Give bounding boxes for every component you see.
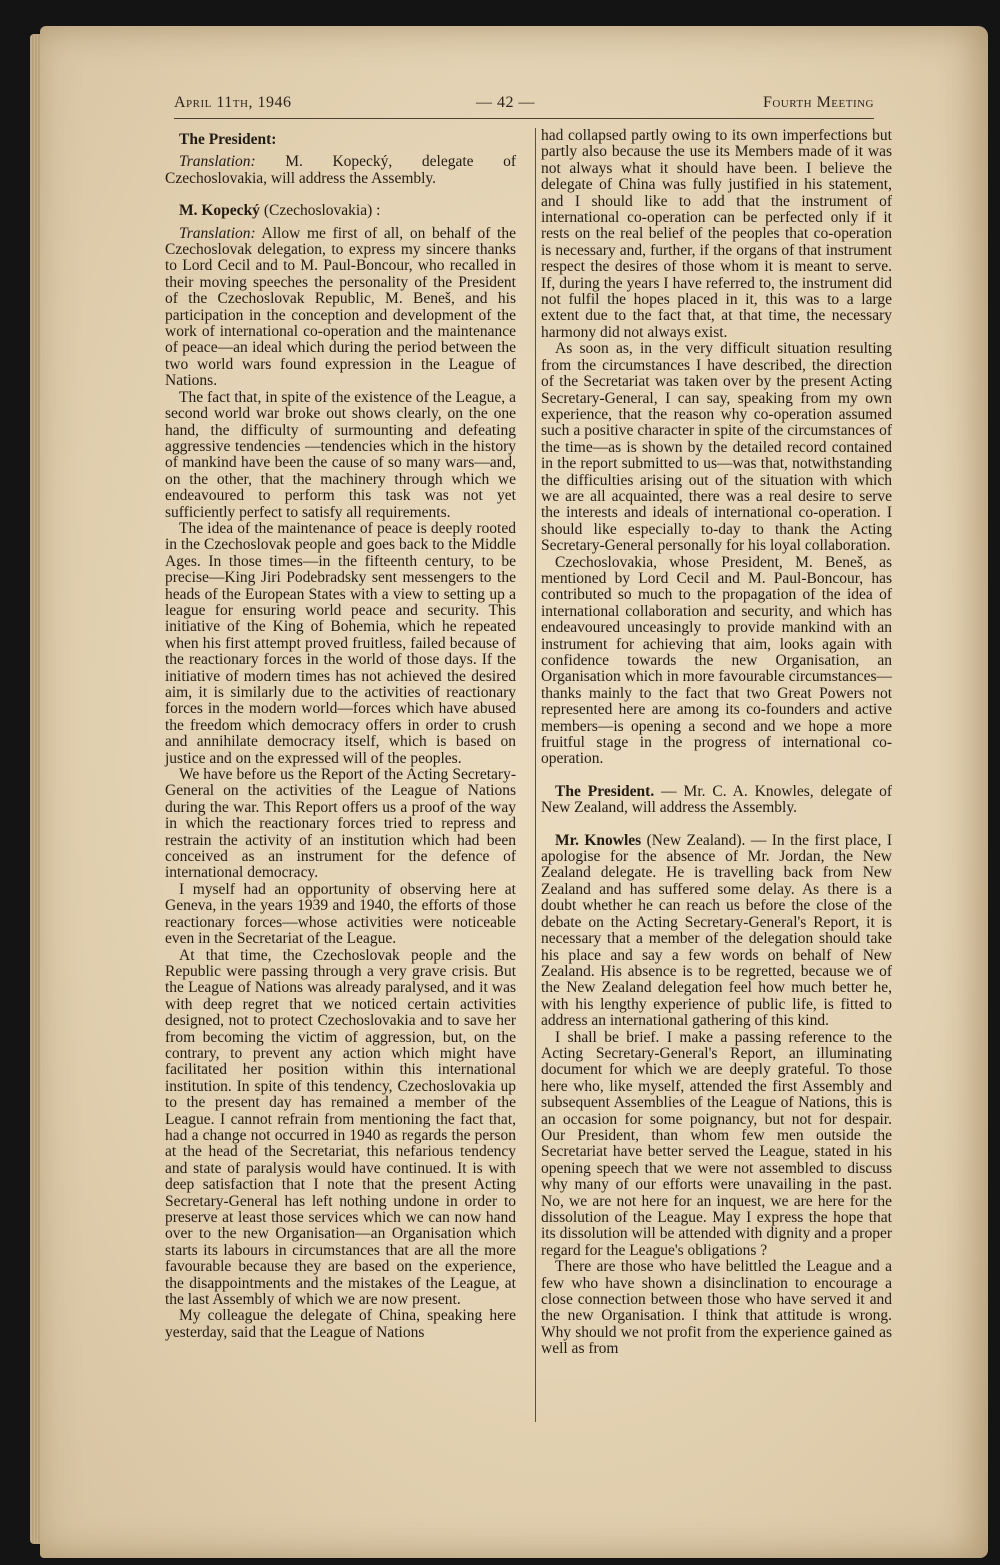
paragraph: The fact that, in spite of the existence of the League, a second world war broke out shows clearly, on the one hand, the difficulty of surmounting and defeating aggressive tendencies —tendencies which in the history of mankind have been the cause of so many wars—and, on the other, that the machinery through which we endeavoured to perform this task was not yet sufficiently perfect to satisfy all requirements. (165, 388, 516, 521)
speaker-paragraph: The President. — Mr. C. A. Knowles, delegate of New Zealand, will address the Assembly. (541, 782, 893, 817)
paragraph: had collapsed partly owing to its own imperfections but partly also because the use its Members made of it was not always what it should have been. I believe the delegate of China was fully justified in his statement, and I should like to add that the instrument of international co-operation can be perfected only if it rests on the real belief of the peoples that co-operation is necessary and, further, if the organs of that instrument respect the desires of those whom it is meant to serve. If, during the years I have referred to, the instrument did not fulfil the hopes placed in it, this was to a large extent due to the fact that, at that time, the necessary harmony did not always exist. (541, 127, 892, 341)
header-rule (174, 118, 874, 119)
paragraph: Translation: Allow me first of all, on behalf of the Czechoslovak delegation, to express my sincere thanks to Lord Cecil and to M. Paul-Boncour, who recalled in their moving speeches the personality of the President of the Czechoslovak Republic, M. Beneš, and his participation in the conception and development of the work of international co-operation and the maintenance of peace—an ideal which during the period between the two world wars found expression in the League of Nations. (165, 224, 516, 390)
paragraph: I myself had an opportunity of observing here at Geneva, in the years 1939 and 1940, the efforts of those reactionary forces—whose activities were noticeable even in the Secretariat of the League. (165, 880, 516, 948)
speaker-heading: M. Kopecký (Czechoslovakia) : (179, 202, 381, 220)
speaker-name: The President. (555, 782, 655, 800)
paragraph: Translation: M. Kopecký, delegate of Czechoslovakia, will address the Assembly. (165, 153, 517, 187)
running-header (174, 90, 874, 116)
header-date: April 11th, 1946 (174, 94, 292, 111)
page-number: — 42 — (476, 94, 535, 111)
speaker-heading: The President: (179, 131, 277, 148)
speaker-name: Mr. Knowles (555, 831, 642, 849)
paragraph: The idea of the maintenance of peace is deeply rooted in the Czechoslovak people and goes back to the Middle Ages. In those times—in the fifteenth century, to be precise—King Jiri Podebradsky sent messengers to the heads of the European States with a view to setting up a league for ensuring world peace and security. This initiative of the King of Bohemia, which he repeated when his first attempt proved fruitless, failed because of the reactionary forces in the world of those days. If the initiative of modern times has not achieved the desired aim, it is similarly due to the activities of reactionary forces in the modern world—forces which have abused the freedom which democracy offers in order to crush and annihilate democracy itself, which is based on justice and on the expressed will of the peoples. (165, 519, 516, 767)
header-meeting: Fourth Meeting (762, 94, 874, 111)
paragraph: As soon as, in the very difficult situation resulting from the circumstances I have described, the direction of the Secretariat was taken over by the present Acting Secretary-General, I can say, speaking from my own experience, that the reason why co-operation assumed such a positive character in spite of the circumstances of the time—as is shown by the detailed record contained in the report submitted to us—was that, notwithstanding the difficulties arising out of the situation with which we are all acquainted, there was a real desire to serve the interests and ideals of international co-operation. I should like especially to-day to thank the Acting Secretary-General personally for his loyal collaboration. (541, 340, 892, 555)
paragraph: There are those who have belittled the League and a few who have shown a disinclination to encourage a close connection between those who have served it and the new Organisation. I think that attitude is wrong. Why should we not profit from the experience gained as well as from (541, 1258, 892, 1358)
paragraph: I shall be brief. I make a passing reference to the Acting Secretary-General's Report, an illuminating document for which we are deeply grateful. To those here who, like myself, attended the first Assembly and subsequent Assemblies of the League of Nations, this is an occasion for some poignancy, but not for despair. Our President, than whom few men outside the Secretariat have better served the League, stated in his opening speech that we were not assembled to discuss why many of our efforts were unavailing in the past. No, we are not here for an inquest, we are here for the dissolution of the League. May I express the hope that its dissolution will be attended with dignity and a proper regard for the League's obligations ? (541, 1028, 892, 1259)
left-column (165, 128, 516, 1341)
right-column (541, 128, 892, 1358)
paragraph: At that time, the Czechoslovak people and the Republic were passing through a very grave crisis. But the League of Nations was already paralysed, and it was with deep regret that we noticed certain activities designed, not to protect Czechoslovakia and to save her from becoming the victim of aggression, but, on the contrary, to prevent any action which might have facilitated her position within this international institution. In spite of this tendency, Czechoslovakia up to the present day has remained a member of the League. I cannot refrain from mentioning the fact that, had a change not occurred in 1940 as regards the person at the head of the Secretariat, this nefarious tendency and state of paralysis would have continued. It is with deep satisfaction that I note that the present Acting Secretary-General has left nothing undone in order to preserve at least those services which we can now hand over to the new Organisation—an Organisation which starts its labours in circumstances that are all the more favourable because they are based on the experience, the disappointments and the mistakes of the League, at the last Assembly of which we are now present. (165, 946, 516, 1309)
paragraph: We have before us the Report of the Acting Secretary-General on the activities of the League of Nations during the war. This Report offers us a proof of the way in which the reactionary forces tried to repress and restrain the activity of an institution which had been conceived as an instrument for the defence of international democracy. (165, 766, 516, 882)
speaker-paragraph: Mr. Knowles (New Zealand). — In the first place, I apologise for the absence of Mr. Jordan, the New Zealand delegate. He is travelling back from New Zealand and has suffered some delay. As there is a doubt whether he can reach us before the close of the debate on the Acting Secretary-General's Report, it is necessary that a member of the delegation should take his place and say a few words on behalf of New Zealand. His absence is to be regretted, because we of the New Zealand delegation feel how much better he, with his lengthy experience of public life, is fitted to address an international gathering of this kind. (541, 831, 892, 1030)
paragraph: My colleague the delegate of China, speaking here yesterday, said that the League of Nations (165, 1307, 516, 1341)
paragraph: Czechoslovakia, whose President, M. Beneš, as mentioned by Lord Cecil and M. Paul-Boncour, has contributed so much to the propagation of the idea of international collaboration and security, and which has endeavoured unceasingly to provide mankind with an instrument for achieving that aim, looks again with confidence towards the new Organisation, an Organisation which in more favourable circumstances—thanks mainly to the fact that two Great Powers not represented here are among its co-founders and active members—is opening a second and we hope a more fruitful stage in the progress of international co-operation. (541, 553, 892, 768)
column-divider (535, 128, 536, 1422)
